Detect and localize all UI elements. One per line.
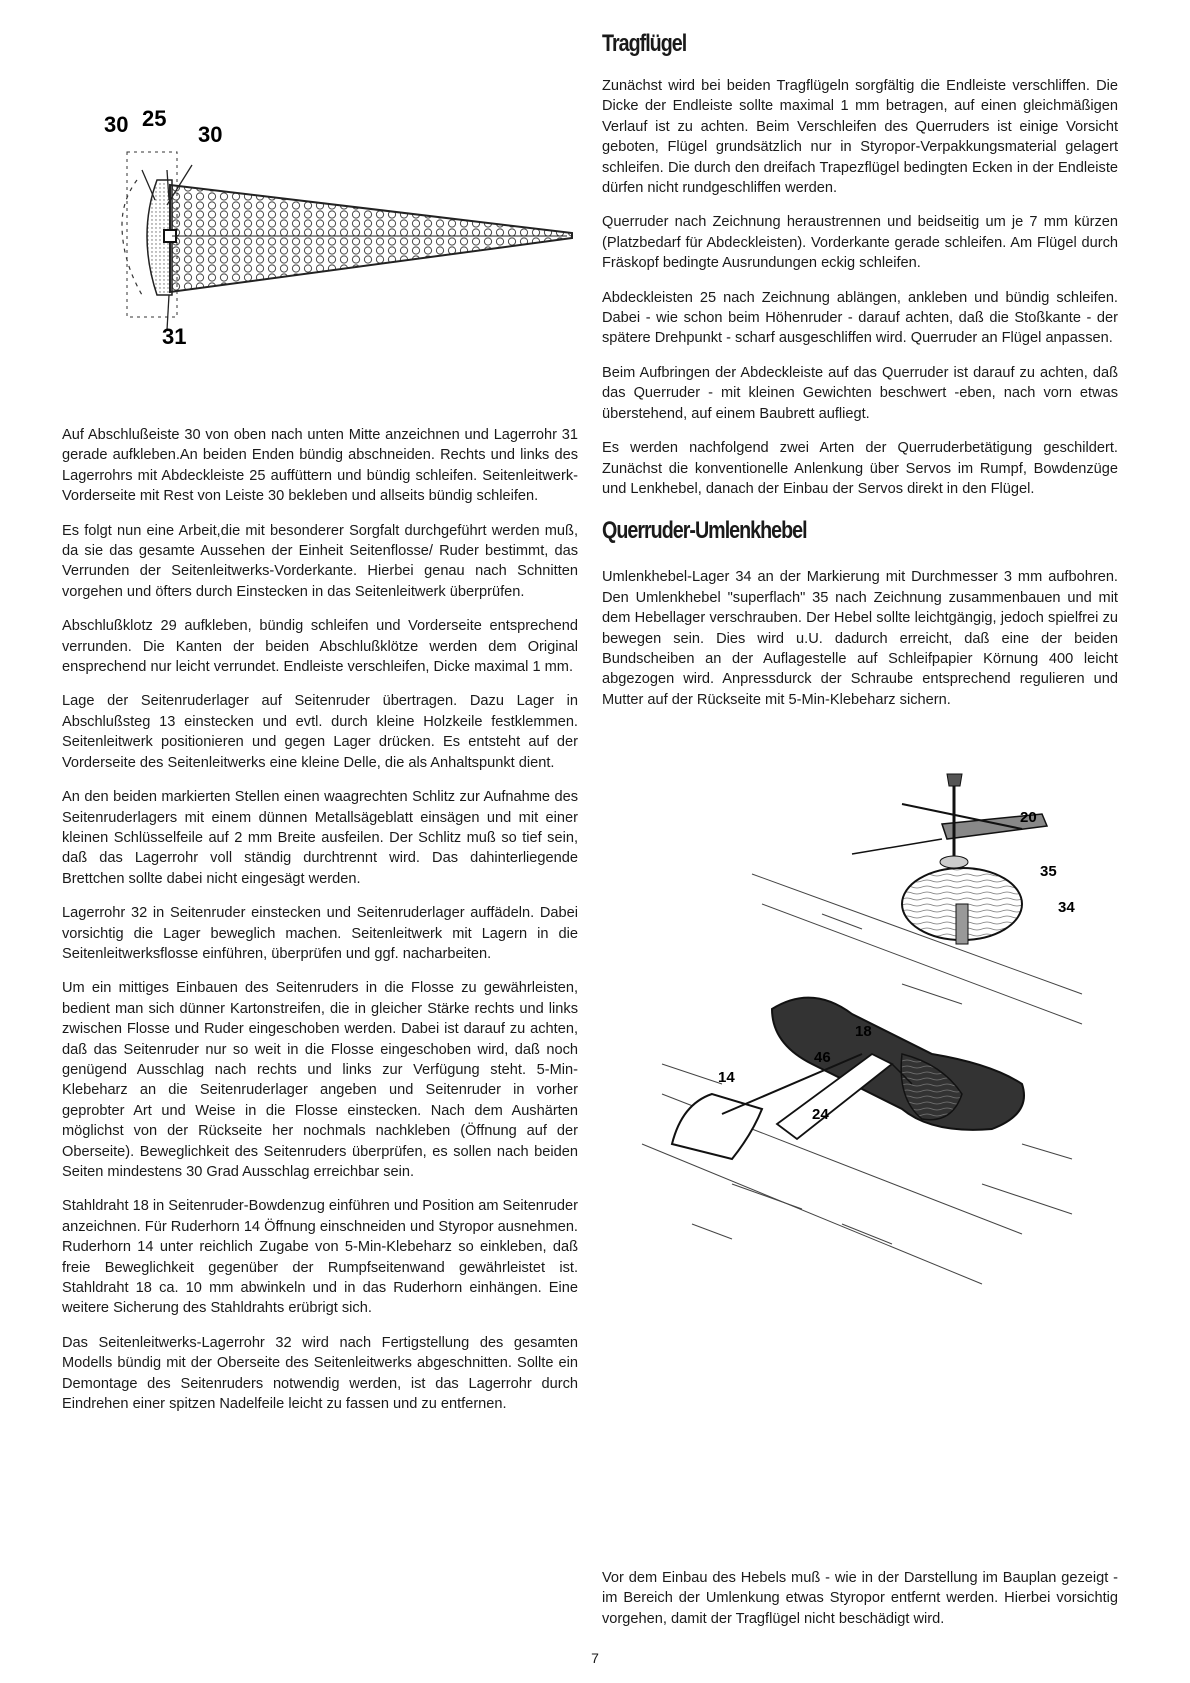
- left-paragraph-3: Abschlußklotz 29 aufkleben, bündig schleifen und Vorderseite entsprechend verrunden. Die Kanten der beiden Abschlußklötze werden dem Original ensprechend nur leicht verrundet. Endleiste verschleifen, Dicke maximal 1 mm.: [62, 618, 578, 676]
- page-number: 7: [591, 1650, 599, 1666]
- right-paragraph-2: Querruder nach Zeichnung heraustrennen und beidseitig um je 7 mm kürzen (Platzbedarf für Abdeckleisten). Vorderkante gerade schleifen. Am Flügel durch Fräskopf bedingte Ausrundungen eckig schleifen.: [602, 214, 1118, 272]
- left-column: [62, 30, 578, 1428]
- label-25: 25: [142, 106, 167, 131]
- right-paragraph-bottom: Vor dem Einbau des Hebels muß - wie in der Darstellung im Bauplan gezeigt -im Bereich der Umlenkung etwas Styropor entfernt werden. Hierbei vorsichtig vorgehen, damit der Tragflügel nicht beschädigt wird.: [602, 1570, 1118, 1627]
- bellcrank-figure: [602, 764, 1118, 1324]
- right-paragraph-1: Zunächst wird bei beiden Tragflügeln sorgfältig die Endleiste verschliffen. Die Dicke der Endleiste sollte maximal 1 mm betragen, auf einen gleichmäßigen Verlauf ist zu achten. Beim Verschleifen des Querruders ist einige Vorsicht geboten, Flügel grundsätzlich nur in Styropor-Verpakkungsmaterial gelagert schleifen. Die durch den dreifach Trapezflügel bedingten Ecken in der Endleiste dürfen nicht rundgeschliffen werden.: [602, 78, 1118, 197]
- label-30-left: 30: [104, 112, 129, 137]
- left-paragraph-5: An den beiden markierten Stellen einen waagrechten Schlitz zur Aufnahme des Seitenruderlagers mit einem dünnen Metallsägeblatt einsägen und mit einer kleinen Schlüsselfeile auf 2 mm Breite ausfeilen. Der Schlitz muß so tief sein, daß das Lagerrohr voll ständig durchtrennt wird. Das dahinterliegende Brettchen sollte dabei nicht eingesägt werden.: [62, 789, 578, 887]
- label-24: 24: [812, 1106, 829, 1124]
- label-14: 14: [718, 1069, 735, 1087]
- heading-tragfluegel: Tragflügel: [602, 30, 687, 57]
- left-paragraph-2: Es folgt nun eine Arbeit,die mit besonderer Sorgfalt durchgeführt werden muß, da sie das gesamte Aussehen der Einheit Seitenflosse/ Ruder bestimmt, das Verrunden der Seitenleitwerks-Vorderkante. Hierbei genau nach Schnitten vorgehen und öfters durch Einstecken in das Seitenleitwerk überprüfen.: [62, 522, 578, 600]
- label-18: 18: [855, 1023, 872, 1041]
- left-paragraph-6: Lagerrohr 32 in Seitenruder einstecken und Seitenruderlager auffädeln. Dabei vorsichtig die Lager beweglich machen. Seitenleitwerk mit Lagern in die Seitenleitwerksflosse einführen, überprüfen und ggf. nacharbeiten.: [62, 905, 578, 962]
- left-paragraph-4: Lage der Seitenruderlager auf Seitenruder übertragen. Dazu Lager in Abschlußsteg 13 einstecken und evtl. durch kleine Holzkeile festklemmen. Seitenleitwerk positionieren und gegen Lager drücken. Es entsteht auf der Vorderseite des Seitenleitwerks eine kleine Delle, die als Anhaltspunkt dient.: [62, 693, 578, 771]
- left-paragraph-9: Das Seitenleitwerks-Lagerrohr 32 wird nach Fertigstellung des gesamten Modells bündig mit der Oberseite des Seitenleitwerks abgeschnitten. Sollte ein Demontage des Seitenruders notwendig werden, ist das Lagerrohr durch Eindrehen einer spitzen Nadelfeile leicht zu fassen und zu entfernen.: [62, 1334, 578, 1413]
- label-31: 31: [162, 324, 187, 349]
- label-35: 35: [1040, 863, 1057, 881]
- right-paragraph-6: Umlenkhebel-Lager 34 an der Markierung mit Durchmesser 3 mm aufbohren. Den Umlenkhebel "superflach" 35 nach Zeichnung zusammenbauen und mit dem Hebellager verschrauben. Der Hebel sollte leichtgängig, jedoch spielfrei zu bewegen sein. Dies wird u.U. dadurch erreicht, daß eine der beiden Bundscheiben an der Auflagestelle auf Schleifpapier Körnung 400 leicht abgezogen wird. Anpressdurck der Schraube entsprechend regulieren und Mutter auf der Rückseite mit 5-Min-Klebeharz sichern.: [602, 569, 1118, 708]
- right-column: [602, 30, 1118, 1627]
- left-paragraph-8: Stahldraht 18 in Seitenruder-Bowdenzug einführen und Position am Seitenruder anzeichnen. Für Ruderhorn 14 Öffnung einschneiden und Styropor ausnehmen. Ruderhorn 14 unter reichlich Zugabe von 5-Min-Klebeharz so einkleben, daß freie Beweglichkeit gegenüber der Rumpfseitenwand gewährleistet ist. Stahldraht 18 ca. 10 mm abwinkeln und in das Ruderhorn einhängen. Eine weitere Sicherung des Stahldrahts erübrigt sich.: [62, 1198, 578, 1317]
- right-paragraph-4: Beim Aufbringen der Abdeckleiste auf das Querruder ist darauf zu achten, daß das Querruder - mit kleinen Gewichten beschwert -eben, nach vorn etwas überstehend, auf einem Baubrett aufliegt.: [602, 364, 1118, 422]
- label-34: 34: [1058, 899, 1075, 917]
- label-30-right: 30: [198, 122, 223, 147]
- right-paragraph-5: Es werden nachfolgend zwei Arten der Querruderbetätigung geschildert. Zunächst die konventionelle Anlenkung über Servos im Rumpf, Bowdenzüge und Lenkhebel, danach der Einbau der Servos direkt in den Flügel.: [602, 440, 1118, 497]
- rudder-section-figure: [62, 30, 578, 420]
- right-paragraph-3: Abdeckleisten 25 nach Zeichnung ablängen, ankleben und bündig schleifen. Dabei - wie schon beim Höhenruder - darauf achten, daß die Stoßkante - der spätere Drehpunkt - scharf ausgeschliffen wird. Querruder an Flügel anpassen.: [602, 289, 1118, 347]
- left-paragraph-7: Um ein mittiges Einbauen des Seitenruders in die Flosse zu gewährleisten, bedient man sich dünner Kartonstreifen, die in gleicher Stärke rechts und links zwischen Flosse und Ruder eingeschoben werden. Dabei ist darauf zu achten, daß das Seitenruder nur so weit in die Flosse eingeschoben wird, daß noch genügend Ausschlag nach rechts und links zur Verfügung steht. 5-Min-Klebeharz an die Seitenruderlager angeben und Seitenruder in vorher geprobter Art und Weise in die Flosse einstecken. Nach dem Aushärten möglichst von der Rückseite her nochmals nachkleben (Öffnung auf der Oberseite). Beweglichkeit des Seitenruders überprüfen, es sollen nach beiden Seiten mindestens 30 Grad Ausschlag erreichbar sein.: [62, 980, 578, 1180]
- heading-querruder-umlenkhebel: Querruder-Umlenkhebel: [602, 517, 807, 545]
- left-paragraph-1: Auf Abschlußeiste 30 von oben nach unten Mitte anzeichnen und Lagerrohr 31 gerade aufkleben.An beiden Enden bündig abschneiden. Rechts und links des Lagerrohrs mit Abdeckleiste 25 auffüttern und bündig schleifen. Seitenleitwerk-Vorderseite mit Rest von Leiste 30 bekleben und allseits bündig schleifen.: [62, 427, 578, 505]
- label-46: 46: [814, 1049, 831, 1067]
- label-20: 20: [1020, 809, 1037, 827]
